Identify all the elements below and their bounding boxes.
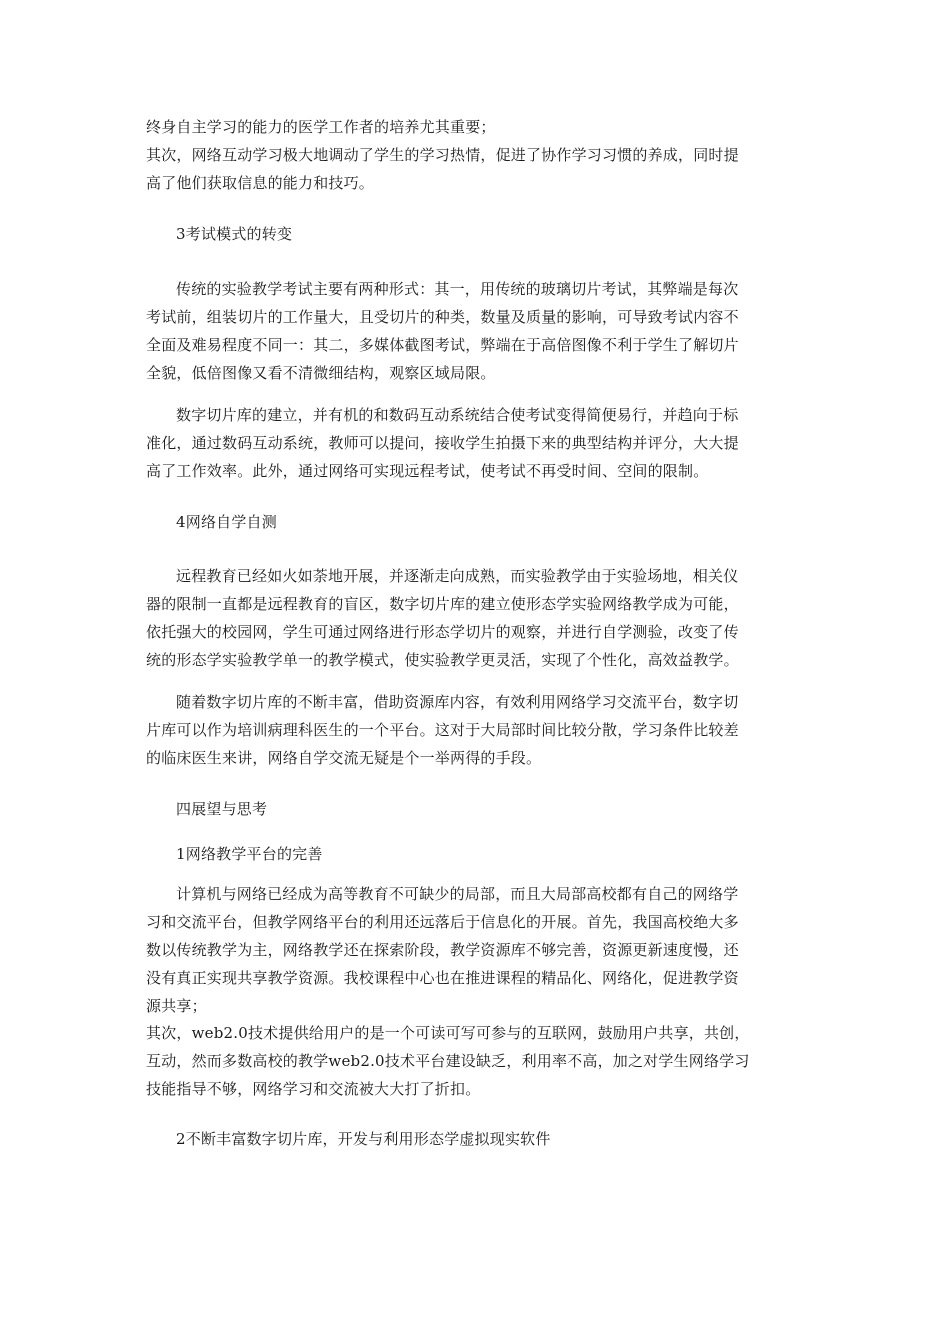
text-line: 其次，web2.0技术提供给用户的是一个可读可写可参与的互联网，鼓励用户共享，共创， (146, 1024, 750, 1042)
paragraph-slide-library (146, 688, 808, 772)
text-line: 全貌，低倍图像又看不清微细结构，观察区域局限。 (146, 364, 496, 382)
text-line: 准化，通过数码互动系统，教师可以提问，接收学生拍摄下来的典型结构并评分，大大提 (146, 434, 739, 452)
paragraph-web20 (146, 1019, 808, 1103)
text-line: 传统的实验教学考试主要有两种形式：其一，用传统的玻璃切片考试，其弊端是每次 (176, 280, 739, 298)
text-line: 数以传统教学为主，网络教学还在探索阶段，教学资源库不够完善，资源更新速度慢，还 (146, 941, 739, 959)
text-line: 全面及难易程度不同一：其二，多媒体截图考试，弊端在于高倍图像不利于学生了解切片 (146, 336, 739, 354)
heading-text: 四展望与思考 (176, 800, 268, 818)
text-line: 没有真正实现共享教学资源。我校课程中心也在推进课程的精品化、网络化，促进教学资 (146, 969, 739, 987)
paragraph-continuation (146, 113, 808, 197)
text-line: 考试前，组装切片的工作量大，且受切片的种类，数量及质量的影响，可导致考试内容不 (146, 308, 739, 326)
text-line: 器的限制一直都是远程教育的盲区，数字切片库的建立使形态学实验网络教学成为可能， (146, 595, 739, 613)
paragraph-exam-traditional (146, 275, 808, 387)
section-heading-four (146, 795, 808, 823)
text-line: 片库可以作为培训病理科医生的一个平台。这对于大局部时间比较分散，学习条件比较差 (146, 721, 739, 739)
text-line: 依托强大的校园网，学生可通过网络进行形态学切片的观察，并进行自学测验，改变了传 (146, 623, 739, 641)
text-line: 终身自主学习的能力的医学工作者的培养尤其重要； (146, 118, 496, 136)
text-line: 高了他们获取信息的能力和技巧。 (146, 174, 375, 192)
section-heading-3 (146, 220, 808, 248)
heading-text: 2不断丰富数字切片库，开发与利用形态学虚拟现实软件 (176, 1130, 551, 1148)
section-heading-1 (146, 840, 808, 868)
text-line: 互动，然而多数高校的教学web2.0技术平台建设缺乏，利用率不高，加之对学生网络学习 (146, 1052, 750, 1070)
text-line: 的临床医生来讲，网络自学交流无疑是个一举两得的手段。 (146, 749, 542, 767)
text-line: 习和交流平台，但教学网络平台的利用还远落后于信息化的开展。首先，我国高校绝大多 (146, 913, 739, 931)
paragraph-exam-digital (146, 401, 808, 485)
paragraph-self-study (146, 562, 808, 674)
text-line: 远程教育已经如火如荼地开展，并逐渐走向成熟，而实验教学由于实验场地，相关仪 (176, 567, 739, 585)
paragraph-platform (146, 880, 808, 1020)
heading-text: 4网络自学自测 (176, 513, 277, 531)
section-heading-2 (146, 1125, 808, 1153)
section-heading-4 (146, 508, 808, 536)
heading-text: 3考试模式的转变 (176, 225, 293, 243)
text-line: 计算机与网络已经成为高等教育不可缺少的局部，而且大局部高校都有自己的网络学 (176, 885, 739, 903)
text-line: 其次，网络互动学习极大地调动了学生的学习热情，促进了协作学习习惯的养成，同时提 (146, 146, 739, 164)
text-line: 高了工作效率。此外，通过网络可实现远程考试，使考试不再受时间、空间的限制。 (146, 462, 709, 480)
text-line: 数字切片库的建立，并有机的和数码互动系统结合使考试变得简便易行，并趋向于标 (176, 406, 739, 424)
text-line: 随着数字切片库的不断丰富，借助资源库内容，有效利用网络学习交流平台，数字切 (176, 693, 739, 711)
heading-text: 1网络教学平台的完善 (176, 845, 323, 863)
text-line: 统的形态学实验教学单一的教学模式，使实验教学更灵活，实现了个性化，高效益教学。 (146, 651, 739, 669)
text-line: 技能指导不够，网络学习和交流被大大打了折扣。 (146, 1080, 481, 1098)
text-line: 源共享； (146, 997, 207, 1015)
